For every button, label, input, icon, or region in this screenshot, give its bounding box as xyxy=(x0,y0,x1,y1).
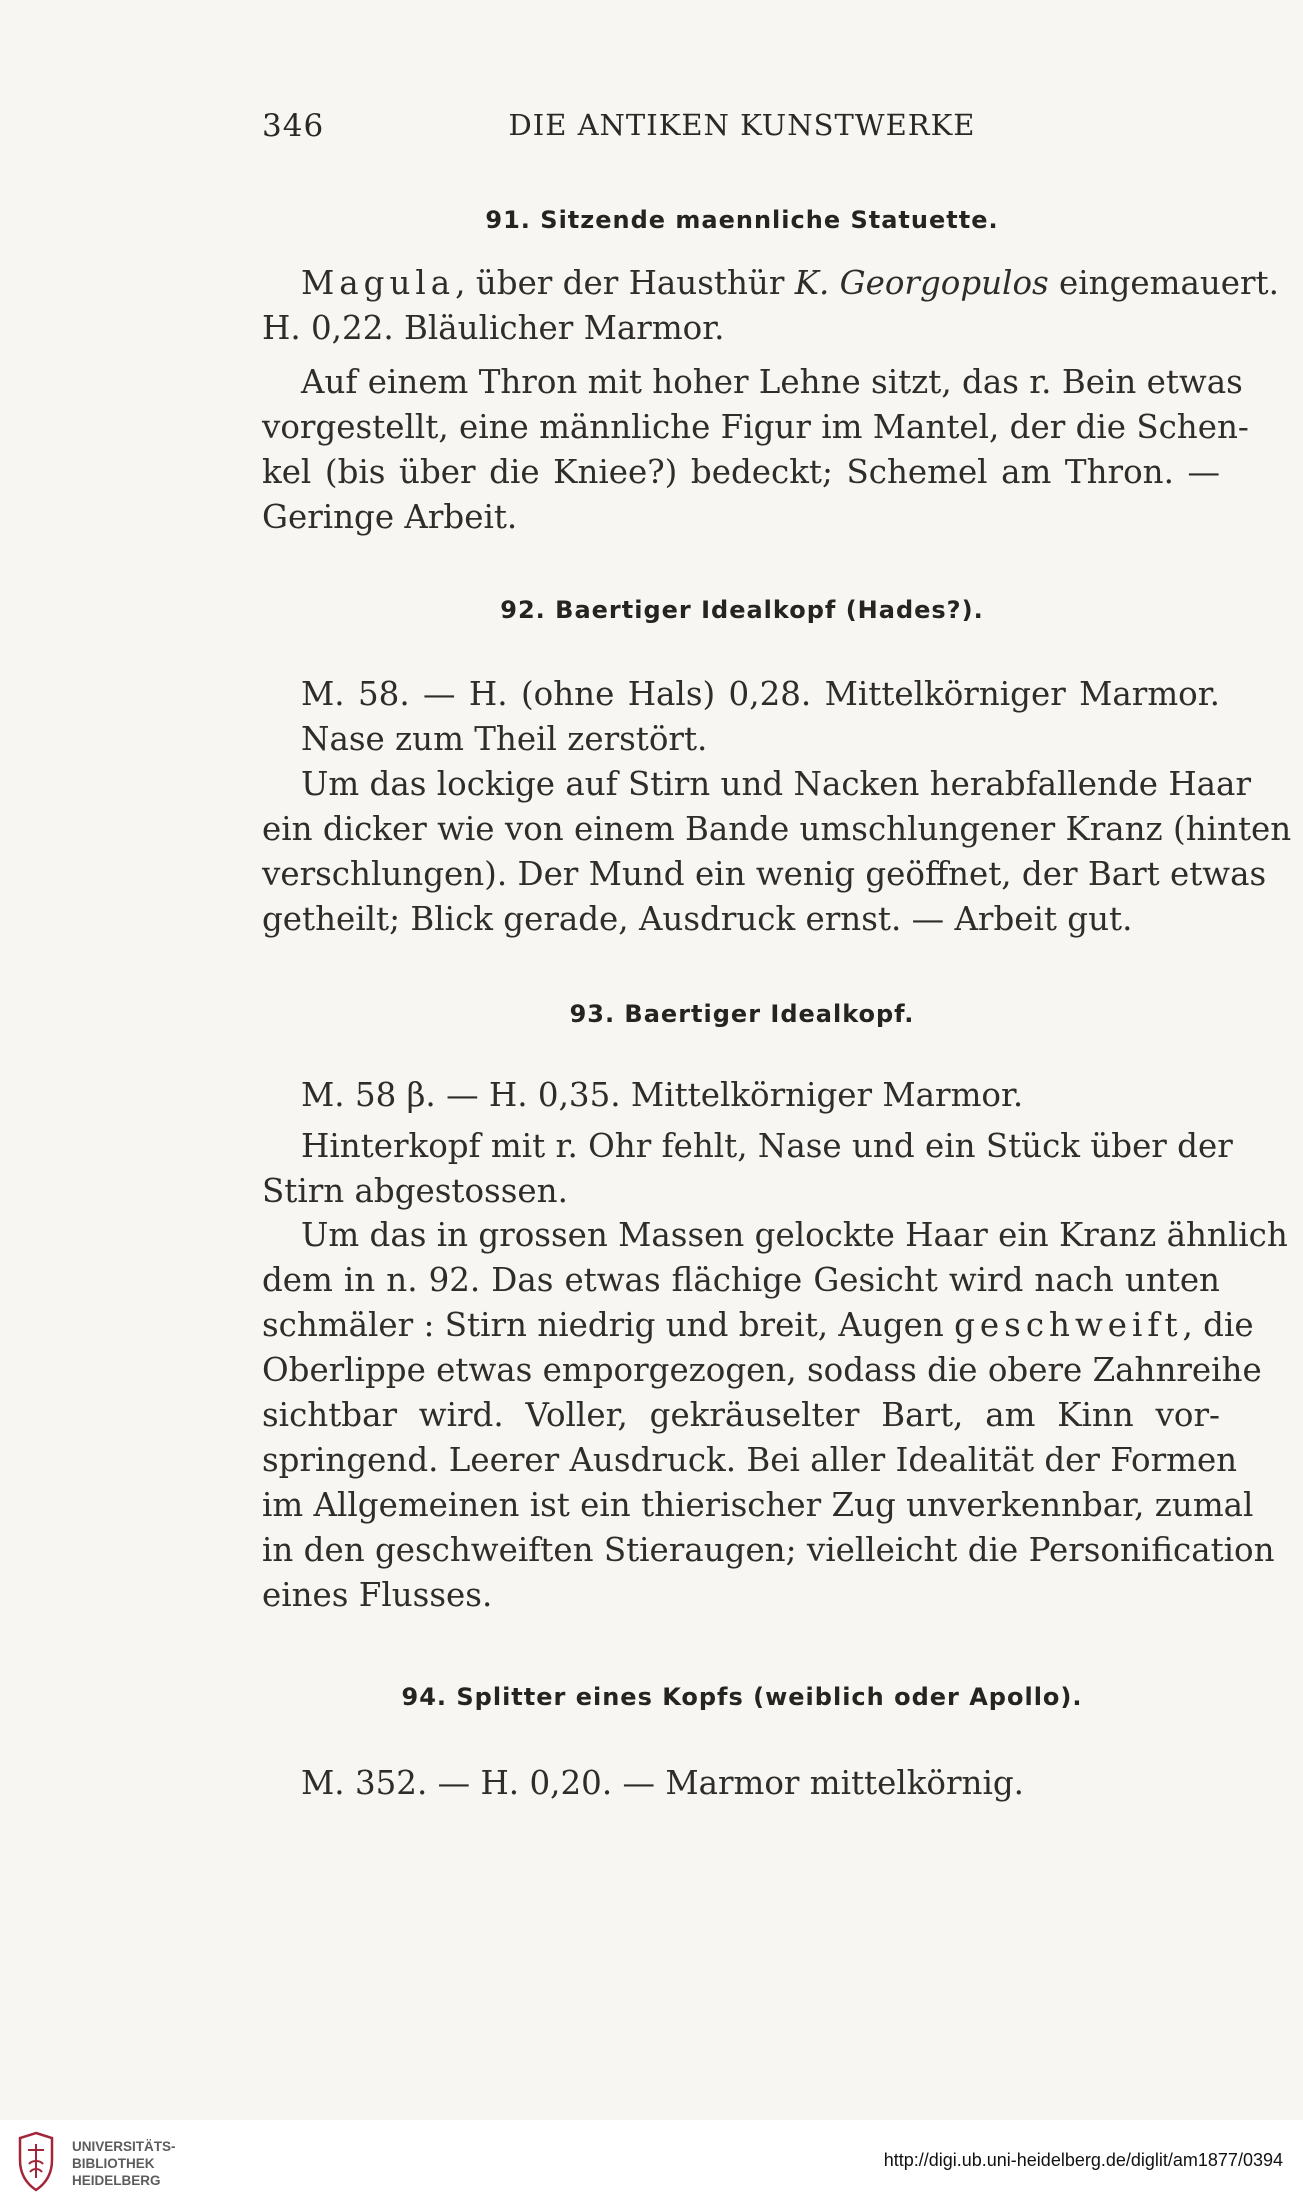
text-fragment: , über der Hausthür xyxy=(455,264,795,302)
digitization-footer xyxy=(0,2120,1303,2205)
text-line: M. 58 β. — H. 0,35. Mittelkörniger Marmor. xyxy=(301,1076,1024,1114)
text-line: verschlungen). Der Mund ein wenig geöffnet, der Bart etwas xyxy=(262,855,1267,893)
person-name: K. Georgopulos xyxy=(794,264,1049,302)
library-line: UNIVERSITÄTS- xyxy=(72,2139,176,2154)
page-header xyxy=(262,108,1222,158)
text-line: Oberlippe etwas emporgezogen, sodass die obere Zahnreihe xyxy=(262,1351,1262,1389)
source-url-link[interactable]: http://digi.ub.uni-heidelberg.de/diglit/am1877/0394 xyxy=(883,2150,1283,2170)
paragraph-93-3 xyxy=(262,1213,1288,1618)
text-line: kel (bis über die Kniee?) bedeckt; Schemel am Thron. — xyxy=(262,453,1220,491)
text-line: Auf einem Thron mit hoher Lehne sitzt, das r. Bein etwas xyxy=(301,363,1243,401)
section-heading-93: 93. Baertiger Idealkopf. xyxy=(569,1000,915,1028)
library-line: HEIDELBERG xyxy=(72,2173,161,2188)
text-line: Um das in grossen Massen gelockte Haar ein Kranz ähnlich xyxy=(301,1216,1288,1254)
text-line: H. 0,22. Bläulicher Marmor. xyxy=(262,309,725,347)
library-line: BIBLIOTHEK xyxy=(72,2156,155,2171)
place-name: Magula xyxy=(301,264,456,302)
section-heading-91: 91. Sitzende maennliche Statuette. xyxy=(485,206,999,234)
text-line: M. 58. — H. (ohne Hals) 0,28. Mittelkörniger Marmor. xyxy=(301,675,1220,713)
paragraph-92-2 xyxy=(262,762,1292,942)
text-line: dem in n. 92. Das etwas flächige Gesicht wird nach unten xyxy=(262,1261,1220,1299)
section-heading-94: 94. Splitter eines Kopfs (weiblich oder Apollo). xyxy=(401,1683,1083,1711)
paragraph-93-1 xyxy=(262,1073,1220,1118)
text-line: ein dicker wie von einem Bande umschlungener Kranz (hinten xyxy=(262,810,1292,848)
text-line: vorgestellt, eine männliche Figur im Mantel, der die Schen- xyxy=(262,408,1249,446)
text-line: springend. Leerer Ausdruck. Bei aller Idealität der Formen xyxy=(262,1441,1238,1479)
text-line: in den geschweiften Stieraugen; vielleicht die Personification xyxy=(262,1531,1275,1569)
text-line xyxy=(262,261,1279,306)
paragraph-94-1 xyxy=(262,1761,1220,1806)
page-number: 346 xyxy=(262,108,325,144)
paragraph-91-2 xyxy=(262,360,1249,540)
paragraph-92-1 xyxy=(262,672,1220,762)
text-line: im Allgemeinen ist ein thierischer Zug unverkennbar, zumal xyxy=(262,1486,1254,1524)
text-line: Nase zum Theil zerstört. xyxy=(301,720,708,758)
library-name xyxy=(72,2138,176,2189)
paragraph-93-2 xyxy=(262,1124,1233,1214)
emphasized-word: geschweift xyxy=(954,1306,1183,1344)
text-line: Stirn abgestossen. xyxy=(262,1172,568,1210)
text-line: eines Flusses. xyxy=(262,1576,493,1614)
text-line: Geringe Arbeit. xyxy=(262,498,518,536)
text-fragment: schmäler : Stirn niedrig und breit, Augen xyxy=(262,1306,955,1344)
text-line: M. 352. — H. 0,20. — Marmor mittelkörnig. xyxy=(301,1764,1024,1802)
paragraph-91-1 xyxy=(262,261,1279,351)
text-line: sichtbar wird. Voller, gekräuselter Bart, am Kinn vor- xyxy=(262,1396,1220,1434)
text-fragment: eingemauert. xyxy=(1048,264,1279,302)
text-line xyxy=(262,1303,1254,1348)
running-title: DIE ANTIKEN KUNSTWERKE xyxy=(508,108,976,142)
university-seal-logo-icon xyxy=(12,2130,60,2194)
section-heading-92: 92. Baertiger Idealkopf (Hades?). xyxy=(500,596,984,624)
text-line: Um das lockige auf Stirn und Nacken herabfallende Haar xyxy=(301,765,1251,803)
text-line: Hinterkopf mit r. Ohr fehlt, Nase und ein Stück über der xyxy=(301,1127,1233,1165)
text-fragment: , die xyxy=(1182,1306,1254,1344)
text-line: getheilt; Blick gerade, Ausdruck ernst. — Arbeit gut. xyxy=(262,900,1133,938)
